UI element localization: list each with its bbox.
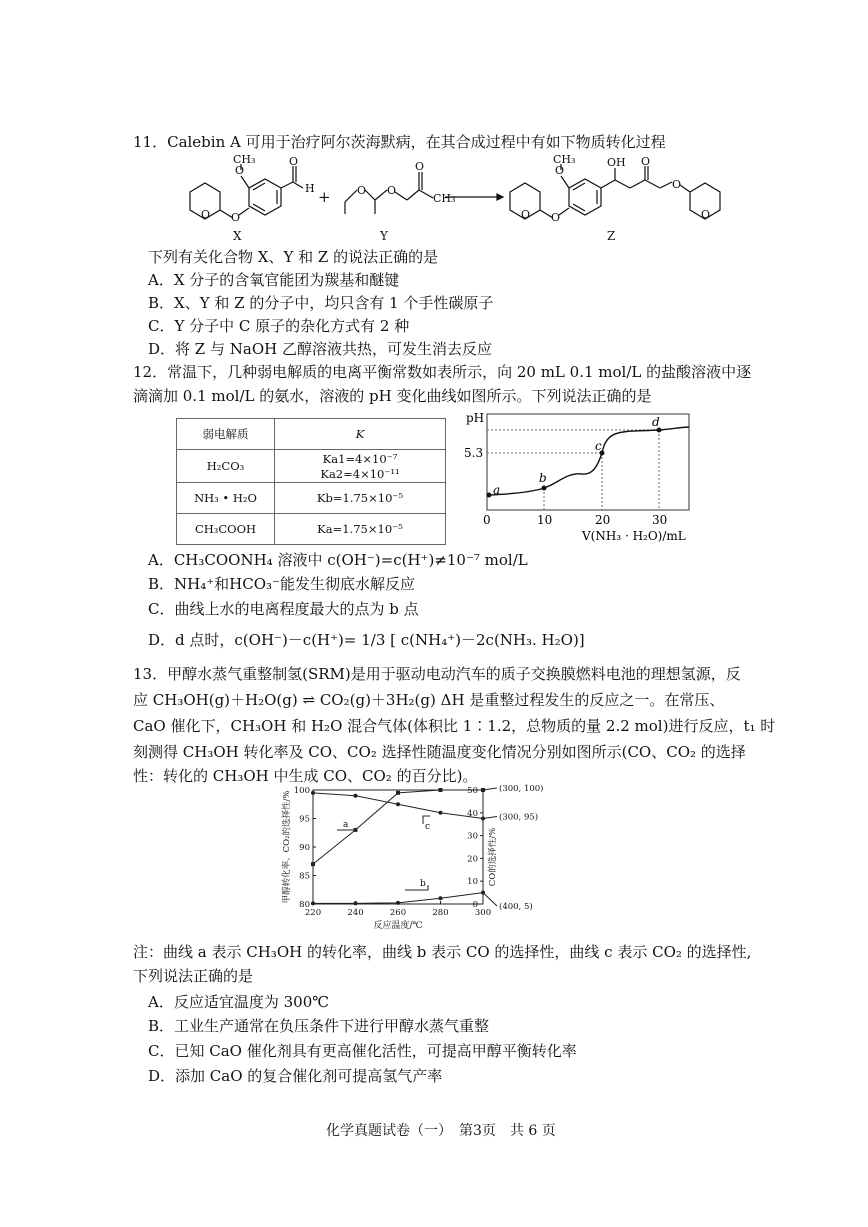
annotation-400-5: (400, 5): [499, 902, 533, 912]
q12-ph-graph: [462, 408, 702, 543]
label-y: Y: [380, 229, 388, 243]
graph-ylabel: pH: [466, 411, 485, 425]
q13-line-1: 13．甲醇水蒸气重整制氢(SRM)是用于驱动电动汽车的质子交换膜燃料电池的理想氢源，反: [133, 665, 741, 683]
label-x: X: [233, 229, 242, 243]
left-tick-label: 100: [293, 786, 310, 796]
q11-option-c: C．Y 分子中 C 原子的杂化方式有 2 种: [148, 317, 410, 335]
plus-sign: +: [318, 188, 331, 206]
page-footer: 化学真题试卷（一） 第3页 共 6 页: [326, 1123, 556, 1139]
series-c-marker: [311, 791, 315, 795]
y-tick-5.3: 5.3: [464, 446, 484, 460]
curve-label-c: c: [425, 822, 431, 832]
x-tick: 30: [652, 513, 668, 527]
svg-text:O: O: [289, 155, 299, 168]
label-d: d: [652, 415, 660, 429]
table-cell: Ka=1.75×10⁻⁵: [275, 514, 446, 545]
series-a-marker: [311, 862, 315, 866]
svg-text:O: O: [387, 184, 397, 197]
left-tick-label: 80: [299, 900, 310, 910]
x-tick-label: 260: [389, 908, 407, 918]
x-tick: 10: [537, 513, 553, 527]
q12-constants-table: [176, 418, 446, 545]
curve-label-a: a: [343, 820, 349, 830]
x-ring-o: O: [201, 208, 211, 221]
q13-option-d: D．添加 CaO 的复合催化剂可提高氢气产率: [148, 1067, 443, 1085]
q12-option-c: C．曲线上水的电离程度最大的点为 b 点: [148, 600, 419, 618]
q11-stem: 11．Calebin A 可用于治疗阿尔茨海默病，在其合成过程中有如下物质转化过程: [133, 133, 666, 151]
q12-stem-1: 12．常温下，几种弱电解质的电离平衡常数如表所示，向 20 mL 0.1 mol/L 的盐酸溶液中逐: [133, 363, 752, 381]
x-tick-label: 280: [432, 908, 449, 918]
svg-text:O: O: [555, 164, 565, 177]
series-a-marker: [396, 791, 400, 795]
svg-text:O: O: [551, 211, 561, 224]
label-b: b: [539, 471, 547, 485]
curve-label-b: b: [420, 879, 426, 889]
annotation-arrow: [483, 817, 497, 819]
q11-question: 下列有关化合物 X、Y 和 Z 的说法正确的是: [148, 248, 439, 266]
x-h-label: H: [305, 182, 315, 195]
table-header-electrolyte: 弱电解质: [177, 419, 275, 450]
q12-option-b: B．NH₄⁺和HCO₃⁻能发生彻底水解反应: [148, 575, 415, 593]
q13-line-2: 应 CH₃OH(g)＋H₂O(g) ⇌ CO₂(g)＋3H₂(g) ΔH 是重整过程发生的反应之一。在常压、: [133, 691, 725, 709]
x-tick: 0: [483, 513, 491, 527]
svg-text:O: O: [672, 178, 682, 191]
series-a-marker: [439, 788, 443, 792]
point-b: [542, 486, 547, 491]
table-cell: CH₃COOH: [177, 514, 275, 545]
svg-text:O: O: [521, 208, 531, 221]
z-oh-label: OH: [607, 156, 626, 169]
graph-xlabel: V(NH₃ · H₂O)/mL: [582, 529, 686, 543]
annotation-300-95: (300, 95): [499, 812, 539, 823]
right-tick-label: 30: [467, 831, 478, 842]
x-tick-label: 220: [304, 908, 322, 918]
q13-note-2: 下列说法正确的是: [133, 967, 254, 985]
svg-text:O: O: [231, 211, 241, 224]
right-tick-label: 0: [472, 900, 478, 910]
x-tick-label: 300: [474, 908, 492, 918]
y-axis-label-left: 甲醇转化率、CO₂的选择性/%: [282, 790, 292, 904]
q13-option-c: C．已知 CaO 催化剂具有更高催化活性，可提高甲醇平衡转化率: [148, 1042, 577, 1060]
x-tick-label: 240: [347, 908, 364, 918]
svg-text:O: O: [641, 155, 651, 168]
point-a: [487, 493, 492, 498]
label-a: a: [493, 483, 501, 497]
q11-option-d: D．将 Z 与 NaOH 乙醇溶液共热，可发生消去反应: [148, 340, 492, 358]
table-cell: Kb=1.75×10⁻⁵: [275, 483, 446, 514]
q11-reaction-scheme: [175, 152, 745, 244]
x-axis-label: 反应温度/℃: [373, 921, 423, 931]
table-cell: H₂CO₃: [177, 450, 275, 483]
q12-option-d: D．d 点时，c(OH⁻)－c(H⁺)= 1/3 [ c(NH₄⁺)－2c(NH₃. H₂O)]: [148, 631, 585, 649]
q12-option-a: A．CH₃COONH₄ 溶液中 c(OH⁻)=c(H⁺)≠10⁻⁷ mol/L: [148, 551, 528, 569]
label-c: c: [595, 439, 602, 453]
table-cell: NH₃ • H₂O: [177, 483, 275, 514]
q12-stem-2: 滴滴加 0.1 mol/L 的氨水，溶液的 pH 变化曲线如图所示。下列说法正确的是: [133, 387, 652, 405]
table-header-k: K: [275, 419, 446, 450]
q13-line-5: 性：转化的 CH₃OH 中生成 CO、CO₂ 的百分比)。: [133, 767, 478, 785]
series-b-marker: [439, 896, 443, 900]
left-tick-label: 90: [299, 843, 310, 853]
series-a-line: [313, 790, 483, 864]
series-c-marker: [439, 811, 443, 815]
annotation-arrow: [483, 788, 497, 790]
label-z: Z: [607, 229, 616, 243]
q11-option-a: A．X 分子的含氧官能团为羰基和醚键: [148, 271, 400, 289]
left-tick-label: 85: [299, 871, 310, 882]
svg-text:O: O: [701, 208, 711, 221]
svg-text:O: O: [357, 184, 367, 197]
right-tick-label: 40: [467, 808, 478, 819]
annotation-300-100: (300, 100): [499, 784, 544, 794]
ph-curve: [489, 427, 689, 495]
right-tick-label: 50: [467, 786, 478, 796]
q13-note-1: 注：曲线 a 表示 CH₃OH 的转化率，曲线 b 表示 CO 的选择性，曲线 c 表示 CO₂ 的选择性,: [133, 943, 752, 961]
right-tick-label: 10: [467, 877, 478, 888]
x-ch3-label: CH₃: [233, 153, 256, 166]
annotation-arrow: [483, 893, 497, 906]
series-b-marker: [354, 901, 358, 905]
right-tick-label: 20: [467, 854, 478, 865]
q13-line-4: 刻测得 CH₃OH 转化率及 CO、CO₂ 选择性随温度变化情况分别如图所示(CO、CO₂ 的选择: [133, 743, 746, 761]
left-tick-label: 95: [299, 814, 310, 825]
y-axis-label-right: CO的选择性/%: [488, 827, 498, 887]
table-cell: Ka1=4×10⁻⁷ Ka2=4×10⁻¹¹: [275, 450, 446, 483]
q13-option-a: A．反应适宜温度为 300℃: [148, 993, 330, 1011]
q13-option-b: B．工业生产通常在负压条件下进行甲醇水蒸气重整: [148, 1017, 490, 1035]
series-b-marker: [396, 901, 400, 905]
series-c-marker: [396, 802, 400, 806]
x-tick: 20: [595, 513, 611, 527]
series-c-marker: [354, 794, 358, 798]
z-ch3-label: CH₃: [553, 153, 576, 166]
q13-chart: [265, 784, 595, 936]
chart-frame: [313, 790, 483, 904]
q11-option-b: B．X、Y 和 Z 的分子中，均只含有 1 个手性碳原子: [148, 294, 494, 312]
y-ch3-label: CH₃: [433, 192, 456, 205]
svg-text:O: O: [235, 164, 245, 177]
svg-text:O: O: [415, 160, 425, 173]
q13-line-3: CaO 催化下，CH₃OH 和 H₂O 混合气体(体积比 1∶1.2，总物质的量 2.2 mol)进行反应，t₁ 时: [133, 717, 776, 735]
series-b-marker: [311, 901, 315, 905]
